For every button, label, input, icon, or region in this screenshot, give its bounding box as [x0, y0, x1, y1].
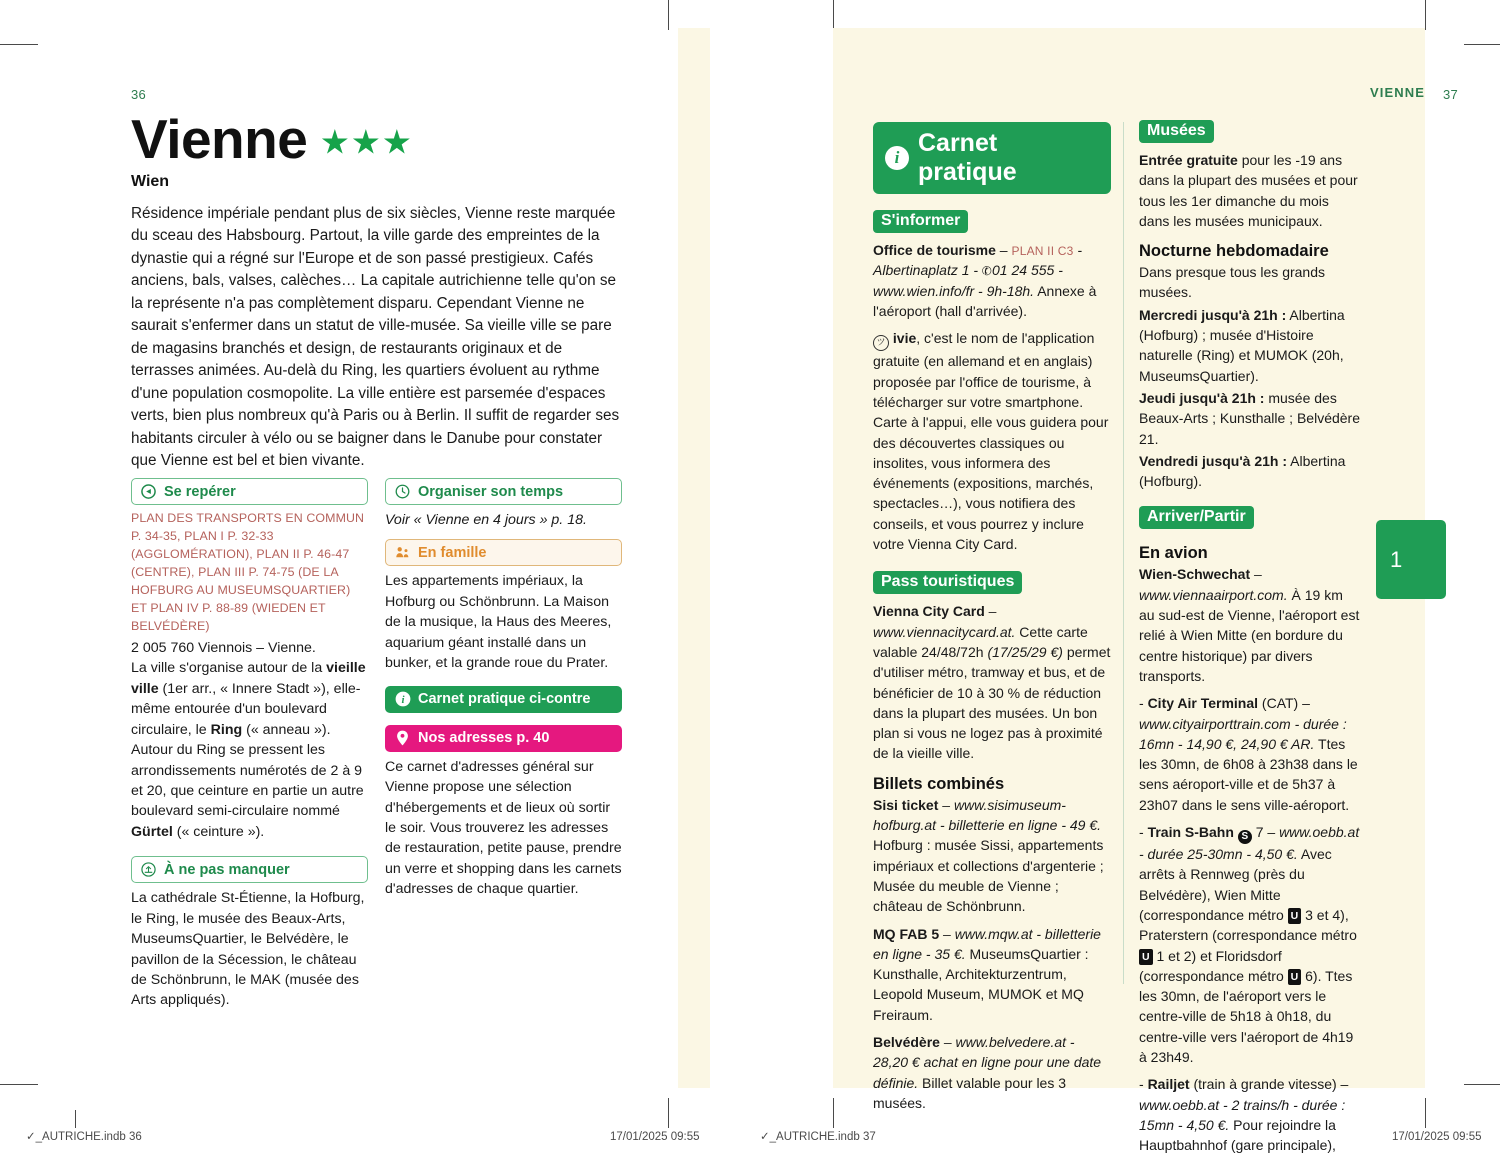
section-title: Se repérer — [164, 483, 236, 500]
intro-paragraph: Résidence impériale pendant plus de six siècles, Vienne reste marquée du sceau des Habsbourg. Partout, la ville garde des empreintes de la dynastie qui a régné sur l'Europe et de son passé prestigieux. Cafés anciens, bals, valses, calèches… La capitale autrichienne telle qu'on se la représente n'a pas complètement disparu. Cependant Vienne ne saurait s'enfermer dans un statut de ville-musée. Sa vieille ville se pare de magasins branchés et design, de restaurants originaux et de terrasses animées. Au-delà du Ring, les quartiers évoluent au rythme d'une population cosmopolite. La ville entière est parsemée d'espaces verts, bien plus nombreux qu'à Paris ou à Berlin. Il suffit de regarder ses habitants circuler à vélo ou se baigner dans le Danube pour constater que Vienne est bel et bien vivante. — [131, 205, 620, 470]
population-line: 2 005 760 Viennois – Vienne. — [131, 639, 316, 656]
ivie-entry — [873, 328, 1111, 554]
text-run: (train à grande vitesse) – — [1189, 1076, 1349, 1093]
section-header-se-reperer — [131, 478, 368, 505]
section-title: Carnet pratique ci-contre — [418, 691, 591, 708]
text-run-bold: Mercredi jusqu'à 21h : — [1139, 306, 1287, 323]
text-run-bold: Entrée gratuite — [1139, 152, 1238, 168]
office-de-tourisme-entry — [873, 240, 1111, 321]
text-run: La ville s'organise autour de la — [131, 660, 327, 677]
banner-title: Carnet pratique — [918, 129, 1017, 186]
text-run-bold: vieille ville — [131, 660, 366, 697]
text-run: Ttes les 30mn, de 6h08 à 23h38 dans le sens aéroport-ville et de 5h37 à 23h07 dans le sens ville-aéroport. — [1139, 735, 1358, 813]
page-title — [131, 108, 410, 170]
chapter-tab-marker: 1 — [1376, 520, 1446, 599]
text-run: Avec arrêts à Rennweg (près du Belvédère), Wien Mitte (correspondance métro — [1139, 846, 1332, 923]
text-run: (CAT) – — [1258, 695, 1310, 712]
crop-mark — [668, 1098, 669, 1128]
section-title: En famille — [418, 544, 487, 561]
text-run-bold: Office de tourisme — [873, 242, 996, 258]
page-title-text: Vienne — [131, 108, 308, 170]
star-rating — [321, 129, 410, 156]
text-run-italic: www.oebb.at - durée 25-30mn - 4,50 €. — [1139, 824, 1360, 863]
nos-adresses-body: Ce carnet d'adresses général sur Vienne propose une sélection d'hébergements et de lieux où sortir le soir. Vous trouverez les adresses de restauration, petite pause, prendre un verre et shopping dans les carnets d'adresses de chaque quartier. — [385, 758, 622, 898]
text-run: musée des Beaux-Arts ; Kunsthalle ; Belvédère 21. — [1139, 389, 1361, 447]
section-header-organiser — [385, 478, 622, 505]
landmark-icon — [140, 861, 157, 878]
phone-icon: ✆ — [980, 263, 994, 280]
u-bahn-badge-icon: U — [1139, 949, 1153, 965]
organiser-body: Voir « Vienne en 4 jours » p. 18. — [385, 512, 587, 528]
text-run: Albertina (Hofburg). — [1139, 452, 1346, 490]
crop-mark — [1425, 0, 1426, 30]
s-bahn-badge-icon: S — [1238, 830, 1252, 844]
text-run: permet d'utiliser métro, tramway et bus, et de bénéficier de 10 à 30 % de réduction dans la plupart des musées. Un bon plan si vous ne logez pas à proximité de la vieille ville. — [873, 643, 1111, 762]
text-run: (1er arr., « Innere Stadt »), elle-même entourée d'un boulevard circulaire, le — [131, 680, 361, 738]
section-title: Organiser son temps — [418, 483, 564, 500]
crop-mark — [833, 0, 834, 30]
text-run: pour les -19 ans dans la plupart des musées et pour tous les 1er dimanche du mois dans les musées municipaux. — [1139, 152, 1358, 229]
text-run-bold: Jeudi jusqu'à 21h : — [1139, 389, 1265, 406]
text-run-bold: Vendredi jusqu'à 21h : — [1139, 452, 1288, 469]
price-range: (17/25/29 €) — [987, 643, 1063, 660]
footer-file-right: ✓_AUTRICHE.indb 37 — [760, 1131, 876, 1143]
subheading-billets-combines: Billets combinés — [873, 774, 1005, 793]
text-run-bold: ivie — [892, 330, 917, 347]
text-run-bold: Belvédère — [873, 1033, 940, 1050]
nocturne-intro: Dans presque tous les grands musées. — [1139, 264, 1325, 301]
text-run-italic: www.oebb.at - 2 trains/h - durée : 15mn - 4,50 €. — [1139, 1096, 1346, 1133]
crop-mark — [0, 1084, 38, 1085]
text-run-bold: MQ FAB 5 — [873, 925, 940, 942]
running-head: VIENNE — [1369, 85, 1425, 100]
text-run: – — [995, 242, 1012, 258]
a-ne-pas-manquer-body: La cathédrale St-Étienne, la Hofburg, le Ring, le musée des Beaux-Arts, MuseumsQuartier, le Belvédère, le pavillon de la Sécession, le château de Schönbrunn, le MAK (musée des Arts appliqués). — [131, 890, 365, 1009]
section-title: Nos adresses p. 40 — [418, 730, 550, 747]
sbahn-entry — [1139, 822, 1361, 1067]
text-run-italic: – www.sisimuseum-hofburg.at - billetterie en ligne - 49 €. — [873, 796, 1102, 834]
star-icon — [352, 129, 379, 156]
text-run: 7 – — [1251, 824, 1280, 841]
text-run: À 19 km au sud-est de Vienne, l'aéroport est relié à Wien Mitte (en bordure du centre historique) par divers transports. — [1139, 586, 1360, 684]
text-run-bold: Sisi ticket — [873, 796, 939, 813]
section-header-nos-adresses[interactable] — [385, 725, 622, 752]
crop-mark — [833, 1098, 834, 1128]
text-run: 6). Ttes les 30mn, de l'aéroport vers le centre-ville de 5h18 à 0h18, du centre-ville vers l'aéroport de 4h19 à 23h49. — [1139, 967, 1354, 1065]
info-icon: i — [885, 146, 909, 170]
plan-reference: PLAN II C3 — [1011, 244, 1074, 258]
text-run-italic: - Albertinaplatz 1 - — [873, 242, 1083, 279]
text-run: Cette carte valable 24/48/72h — [873, 623, 1088, 660]
text-run-bold: Ring — [210, 721, 243, 738]
text-run: MuseumsQuartier : Kunsthalle, Architekturzentrum, Leopold Museum, MUMOK et MQ Freiraum. — [873, 945, 1089, 1023]
text-run: Albertina (Hofburg) ; musée d'Histoire naturelle (Ring) et MUMOK (20h, MuseumsQuartier). — [1139, 306, 1345, 384]
crop-mark — [668, 0, 669, 30]
text-run-italic: www.cityairporttrain.com - durée : 16mn - 14,90 €, 24,90 € AR. — [1139, 715, 1347, 752]
phone-number: 01 24 555 — [992, 262, 1055, 279]
info-icon — [394, 691, 411, 708]
section-label-arriver-partir: Arriver/Partir — [1139, 506, 1254, 529]
nocturne-vendredi — [1139, 451, 1361, 492]
se-reperer-body — [131, 658, 368, 842]
text-run-italic: – www.belvedere.at - 28,20 € achat en ligne pour une date définie. — [873, 1033, 1102, 1091]
svg-text:i: i — [400, 694, 405, 707]
column-divider — [1123, 122, 1124, 984]
subheading-nocturne: Nocturne hebdomadaire — [1139, 242, 1329, 261]
clock-icon — [394, 483, 411, 500]
crop-mark — [0, 44, 38, 45]
airport-entry — [1139, 564, 1361, 686]
crop-mark — [1464, 44, 1500, 45]
text-run: 3 et 4), Praterstern (correspondance métro — [1139, 906, 1357, 944]
text-run-bold: Wien-Schwechat — [1139, 566, 1251, 583]
footer-date-left: 17/01/2025 09:55 — [610, 1131, 700, 1143]
text-run-bold: Train S-Bahn — [1147, 824, 1234, 841]
text-run: - — [1139, 695, 1148, 712]
section-header-en-famille — [385, 539, 622, 566]
musees-arriver-column — [1139, 122, 1361, 1162]
smiley-icon: ツ — [873, 335, 889, 351]
text-run-italic: – www.viennacitycard.at. — [873, 603, 1016, 640]
page-subtitle: Wien — [131, 173, 170, 190]
railjet-entry — [1139, 1074, 1361, 1155]
left-subcolumn-a — [131, 478, 368, 1020]
text-run: Billet valable pour les 3 musées. — [873, 1074, 1067, 1111]
text-run: 1 et 2) et Floridsdorf (correspondance métro — [1139, 947, 1288, 984]
carnet-pratique-banner — [873, 122, 1111, 194]
compass-icon — [140, 483, 157, 500]
map-pin-icon — [394, 730, 411, 747]
carnet-pratique-column — [873, 122, 1111, 1120]
footer-date-right: 17/01/2025 09:55 — [1392, 1131, 1482, 1143]
plan-references: PLAN DES TRANSPORTS EN COMMUN P. 34-35, PLAN I P. 32-33 (AGGLOMÉRATION), PLAN II P. 46-47 (CENTRE), PLAN III P. 74-75 (DE LA HOFBURG AU MUSEUMSQUARTIER) ET PLAN IV P. 88-89 (WIEDEN ET BELVÉDÈRE) — [131, 511, 365, 633]
mq-fab5-entry — [873, 924, 1111, 1025]
text-run-bold: Railjet — [1147, 1076, 1190, 1093]
page-number-right: 37 — [1442, 87, 1458, 102]
family-icon — [394, 544, 411, 561]
crop-mark — [1425, 1098, 1426, 1128]
gutter-bleed — [678, 28, 710, 1088]
section-title: À ne pas manquer — [164, 861, 290, 878]
section-label-sinformer: S'informer — [873, 210, 968, 233]
u-bahn-badge-icon: U — [1288, 969, 1302, 985]
text-run: Annexe à l'aéroport (hall d'arrivée). — [873, 282, 1097, 320]
star-icon — [383, 129, 410, 156]
page-number-left: 36 — [131, 87, 147, 102]
u-bahn-badge-icon: U — [1288, 908, 1302, 924]
section-label-pass-touristiques: Pass touristiques — [873, 571, 1022, 594]
text-run: - — [1139, 824, 1148, 841]
text-run: - — [1139, 1076, 1148, 1093]
crop-mark — [1464, 1084, 1500, 1085]
section-header-a-ne-pas-manquer — [131, 856, 368, 883]
text-run: , c'est le nom de l'application gratuite (en allemand et en anglais) proposée par l'office de tourisme, à télécharger sur votre smartphone. Carte à l'appui, elle vous guidera pour des découvertes classiques ou insolites, vous informera des événements (expositions, marchés, spectacles…), vous notifiera des conseils, et vous pourrez y inclure votre Vienna City Card. — [873, 330, 1109, 553]
text-run: (« anneau »). Autour du Ring se pressent les arrondissements numérotés de 2 à 9 et 20, que ceinture en partie un autre boulevard semi-circulaire nommé — [131, 721, 364, 820]
text-run-bold: Gürtel — [131, 823, 173, 840]
nocturne-mercredi — [1139, 305, 1361, 386]
text-run-bold: City Air Terminal — [1147, 695, 1259, 712]
section-label-musees: Musées — [1139, 120, 1214, 143]
text-run-italic: - www.wien.info/fr - 9h-18h. — [873, 262, 1063, 299]
nocturne-jeudi — [1139, 388, 1361, 449]
text-run-bold: Vienna City Card — [873, 603, 985, 620]
city-air-terminal-entry — [1139, 693, 1361, 815]
en-famille-body: Les appartements impériaux, la Hofburg ou Schönbrunn. La Maison de la musique, la Haus des Meeres, aquarium géant installé dans un bunker, et la grande roue du Prater. — [385, 573, 612, 672]
star-icon — [321, 129, 348, 156]
text-run: (« ceinture »). — [172, 823, 265, 840]
footer-file-left: ✓_AUTRICHE.indb 36 — [26, 1131, 142, 1143]
belvedere-entry — [873, 1032, 1111, 1113]
text-run: Pour rejoindre la Hauptbahnhof (gare principale), — [1139, 1116, 1336, 1154]
entree-gratuite-entry — [1139, 150, 1361, 231]
subheading-en-avion: En avion — [1139, 544, 1208, 563]
left-subcolumn-b — [385, 478, 622, 909]
sisi-ticket-entry — [873, 795, 1111, 917]
text-run: Hofburg : musée Sissi, appartements impériaux et collections d'argenterie ; Musée du meuble de Vienne ; château de Schönbrunn. — [873, 837, 1104, 915]
section-header-carnet-ci-contre[interactable] — [385, 686, 622, 713]
vienna-city-card-entry — [873, 601, 1111, 763]
text-run-italic: – www.viennaairport.com. — [1139, 566, 1288, 603]
text-run-italic: – www.mqw.at - billetterie en ligne - 35 €. — [873, 925, 1101, 962]
